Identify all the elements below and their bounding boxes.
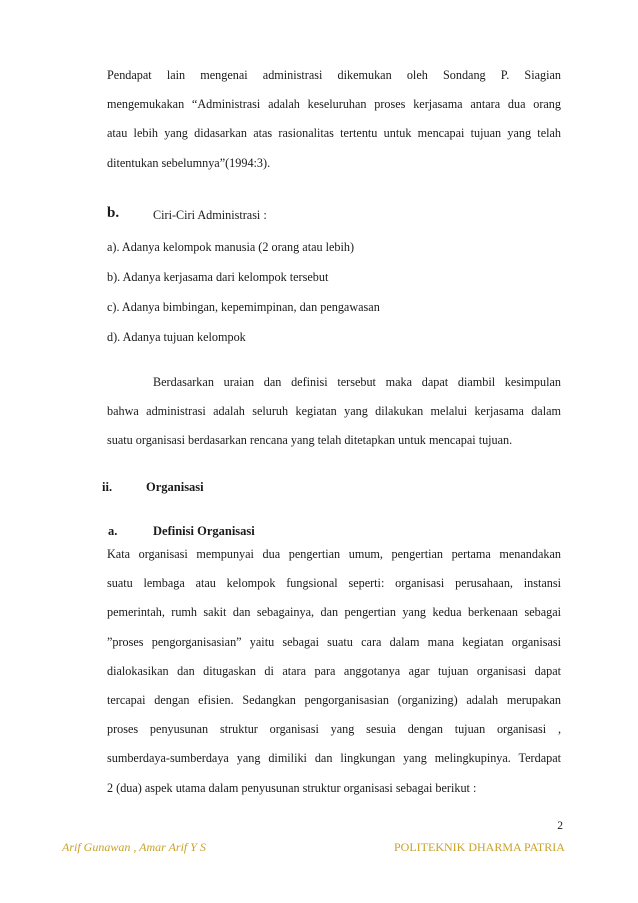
paragraph-line: Pendapat lain mengenai administrasi dikemukan oleh Sondang P. Siagian xyxy=(107,68,561,82)
paragraph-line: proses penyusunan struktur organisasi yang sesuia dengan tujuan organisasi , xyxy=(107,722,561,737)
paragraph-line: pemerintah, rumh sakit dan sebagainya, dan pengertian yang kedua berkenaan sebagai xyxy=(107,605,561,620)
list-item: b). Adanya kerjasama dari kelompok tersebut xyxy=(107,270,329,284)
section-a-marker: a. xyxy=(108,524,118,538)
paragraph-line: tercapai dengan efisien. Sedangkan pengorganisasian (organizing) adalah merupakan xyxy=(107,692,561,707)
section-b-title: Ciri-Ciri Administrasi : xyxy=(153,208,267,222)
paragraph-line: sumberdaya-sumberdaya yang dimiliki dan lingkungan yang melingkupinya. Terdapat xyxy=(107,751,561,766)
paragraph-line: Kata organisasi mempunyai dua pengertian umum, pengertian pertama menandakan xyxy=(107,547,561,561)
paragraph-siagian-quote xyxy=(107,61,561,178)
footer-institution: POLITEKNIK DHARMA PATRIA xyxy=(394,840,565,854)
section-b-marker: b. xyxy=(107,205,120,221)
paragraph-line: 2 (dua) aspek utama dalam penyusunan struktur organisasi sebagai berikut : xyxy=(107,780,477,795)
section-a-title: Definisi Organisasi xyxy=(153,524,255,538)
footer-authors: Arif Gunawan , Amar Arif Y S xyxy=(62,840,206,854)
paragraph-line: ”proses pengorganisasian” yaitu sebagai suatu cara dalam mana kegiatan organisasi xyxy=(107,634,561,649)
list-item: c). Adanya bimbingan, kepemimpinan, dan pengawasan xyxy=(107,300,380,314)
paragraph-line: mengemukakan “Administrasi adalah keseluruhan proses kerjasama antara dua orang xyxy=(107,97,561,112)
paragraph-line: atau lebih yang didasarkan atas rasionalitas tertentu untuk mencapai tujuan yang telah xyxy=(107,126,561,141)
section-ii-marker: ii. xyxy=(102,480,113,494)
paragraph-line: dialokasikan dan ditugaskan di atara para anggotanya agar tujuan organisasi dapat xyxy=(107,663,561,678)
paragraph-line: bahwa administrasi adalah seluruh kegiatan yang dilakukan melalui kerjasama dalam xyxy=(107,404,561,419)
list-item: a). Adanya kelompok manusia (2 orang atau lebih) xyxy=(107,240,355,254)
paragraph-line: suatu lembaga atau kelompok fungsional seperti: organisasi perusahaan, instansi xyxy=(107,576,561,591)
paragraph-definisi-organisasi xyxy=(107,540,561,803)
paragraph-line: Berdasarkan uraian dan definisi tersebut maka dapat diambil kesimpulan xyxy=(153,375,561,389)
paragraph-line: suatu organisasi berdasarkan rencana yang telah ditetapkan untuk mencapai tujuan. xyxy=(107,433,513,448)
paragraph-conclusion xyxy=(107,368,561,456)
page-number: 2 xyxy=(557,820,563,832)
list-item: d). Adanya tujuan kelompok xyxy=(107,330,246,344)
section-ii-title: Organisasi xyxy=(146,480,204,494)
paragraph-line: ditentukan sebelumnya”(1994:3). xyxy=(107,155,271,170)
